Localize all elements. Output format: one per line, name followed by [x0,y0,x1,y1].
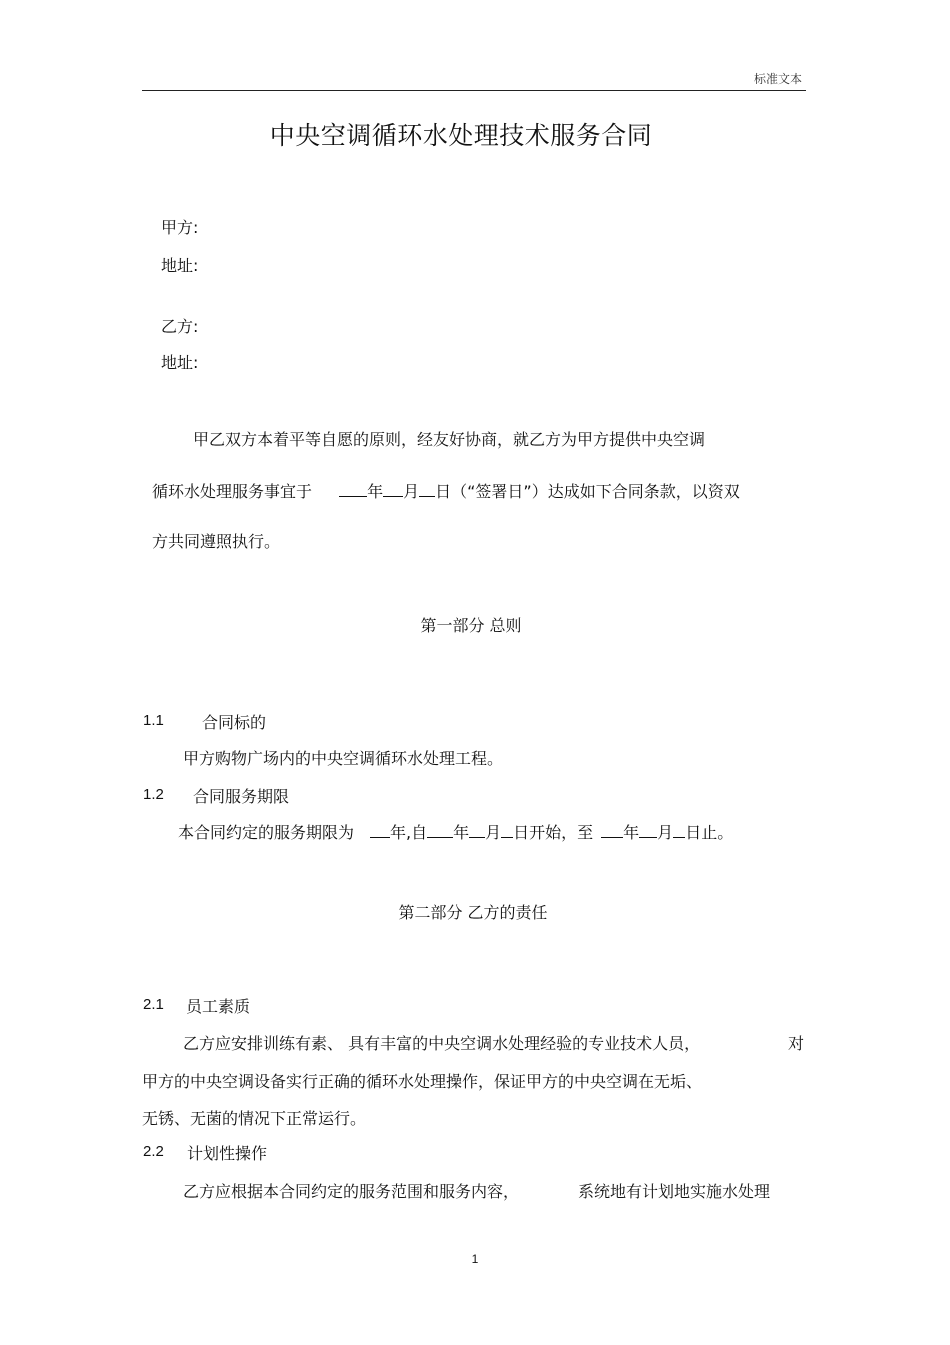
preamble-month: 月 [403,482,420,501]
section-1-2-title: 合同服务期限 [193,787,290,806]
blank-year [339,482,367,497]
section-1-1-number: 1.1 [143,712,164,729]
term-end-day: 日止。 [685,823,734,842]
blank-years [370,823,390,838]
term-text: 本合同约定的服务期限为 [178,823,355,842]
section-1-2-number: 1.2 [143,786,164,803]
header-label: 标准文本 [753,72,802,86]
section-2-1-title: 员工素质 [186,997,251,1016]
party-b-address-label: 地址: [161,353,199,372]
section-2-1-number: 2.1 [143,996,164,1013]
preamble-text: 循环水处理服务事宜于 [152,482,313,501]
section-2-2-line-1a: 乙方应根据本合同约定的服务范围和服务内容， [183,1182,520,1201]
party-a-label: 甲方: [161,218,199,237]
section-1-2-text [178,820,733,843]
term-end-year: 年 [623,823,640,842]
blank-month [383,482,403,497]
section-2-2-line-1b: 系统地有计划地实施水处理 [578,1182,771,1201]
term-start-month: 月 [485,823,502,842]
blank-start-year [427,823,453,838]
part-2-heading: 第二部分 乙方的责任 [398,903,548,922]
blank-day [419,482,435,497]
preamble-day-text: 日（“签署日”）达成如下合同条款，以资双 [435,482,740,501]
preamble-line-2 [152,479,740,502]
section-2-1-line-1-end: 对 [788,1034,805,1053]
preamble-line-1: 甲乙双方本着平等自愿的原则，经友好协商，就乙方为甲方提供中央空调 [193,430,706,449]
section-2-1-line-3: 无锈、无菌的情况下正常运行。 [142,1109,367,1128]
blank-start-month [469,823,485,838]
section-2-2-title: 计划性操作 [187,1144,268,1163]
section-2-1-line-2: 甲方的中央空调设备实行正确的循环水处理操作，保证甲方的中央空调在无垢、 [142,1072,703,1091]
header-rule [142,90,806,91]
blank-end-day [673,823,685,838]
party-b-label: 乙方: [161,317,199,336]
blank-start-day [501,823,513,838]
term-start-day: 日开始，至 [513,823,594,842]
part-1-heading: 第一部分 总则 [420,616,522,635]
term-start-year: 年 [453,823,470,842]
section-1-1-title: 合同标的 [202,713,267,732]
party-a-address-label: 地址: [161,256,199,275]
blank-end-month [639,823,657,838]
section-2-2-number: 2.2 [143,1143,164,1160]
term-end-month: 月 [657,823,674,842]
blank-end-year [601,823,623,838]
term-years: 年,自 [390,823,428,842]
document-title: 中央空调循环水处理技术服务合同 [269,121,653,150]
preamble-line-3: 方共同遵照执行。 [152,532,281,551]
section-2-1-line-1: 乙方应安排训练有素、 具有丰富的中央空调水处理经验的专业技术人员， [183,1034,701,1053]
preamble-year: 年 [367,482,384,501]
section-1-1-text: 甲方购物广场内的中央空调循环水处理工程。 [183,749,504,768]
page-number: 1 [471,1252,479,1266]
